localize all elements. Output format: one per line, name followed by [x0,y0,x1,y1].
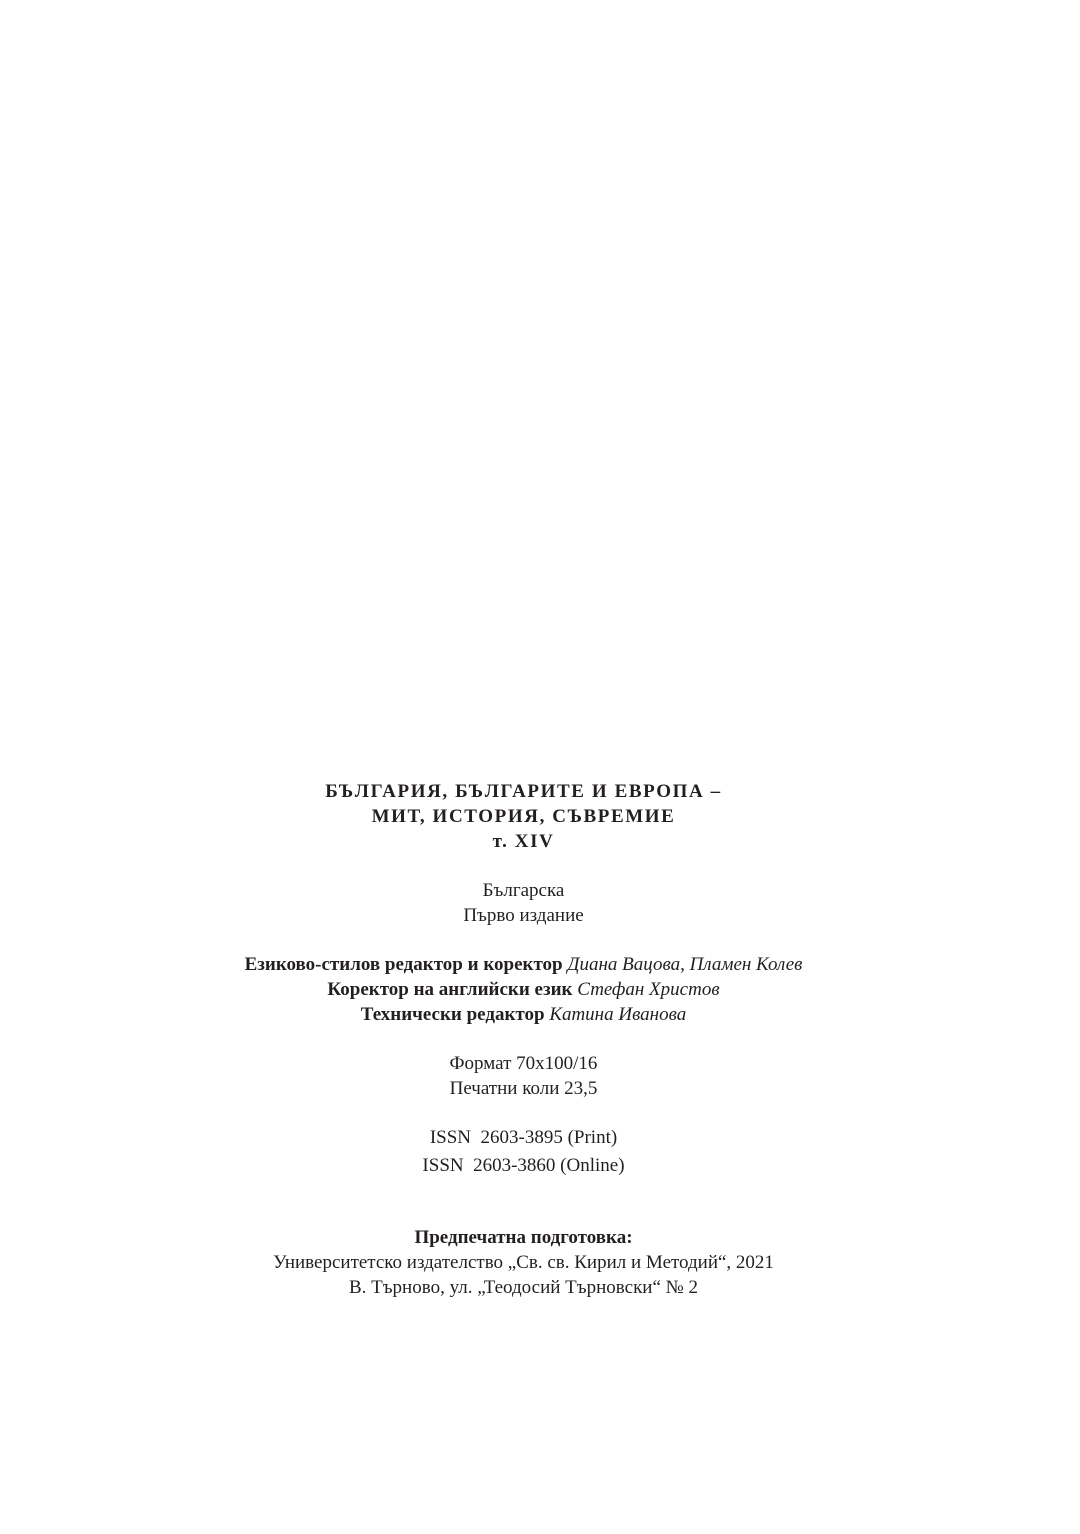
print-format: Формат 70х100/16 [449,1053,598,1074]
credit-role: Езиково-стилов редактор и коректор [244,954,563,975]
credit-line-editor [0,952,1047,977]
credit-names: Диана Вацова, Пламен Колев [567,954,803,975]
book-title-line-1: БЪЛГАРИЯ, БЪЛГАРИТЕ И ЕВРОПА – [325,781,722,802]
book-title-line-2: МИТ, ИСТОРИЯ, СЪВРЕМИЕ [371,806,676,827]
volume-number: т. XIV [492,831,555,852]
print-sheets: Печатни коли 23,5 [449,1078,598,1099]
publisher-line: Университетско издателство „Св. св. Кирил и Методий“, 2021 [273,1252,774,1273]
credit-names: Катина Иванова [549,1004,687,1025]
prepress-heading [0,1225,1047,1250]
credit-role: Коректор на английски език [327,979,573,1000]
credit-role: Технически редактор [360,1004,545,1025]
issn-online: ISSN 2603-3860 (Online) [422,1155,625,1176]
colophon [0,779,1047,1300]
prepress-heading-text: Предпечатна подготовка: [414,1227,633,1248]
credit-line-technical-editor [0,1002,1047,1027]
edition-language: Българска [482,880,565,901]
credit-names: Стефан Христов [577,979,720,1000]
issn-print: ISSN 2603-3895 (Print) [429,1127,618,1148]
credit-line-english-corrector [0,977,1047,1002]
publisher-address: В. Търново, ул. „Теодосий Търновски“ № 2 [348,1277,699,1298]
edition-number: Първо издание [463,905,584,926]
